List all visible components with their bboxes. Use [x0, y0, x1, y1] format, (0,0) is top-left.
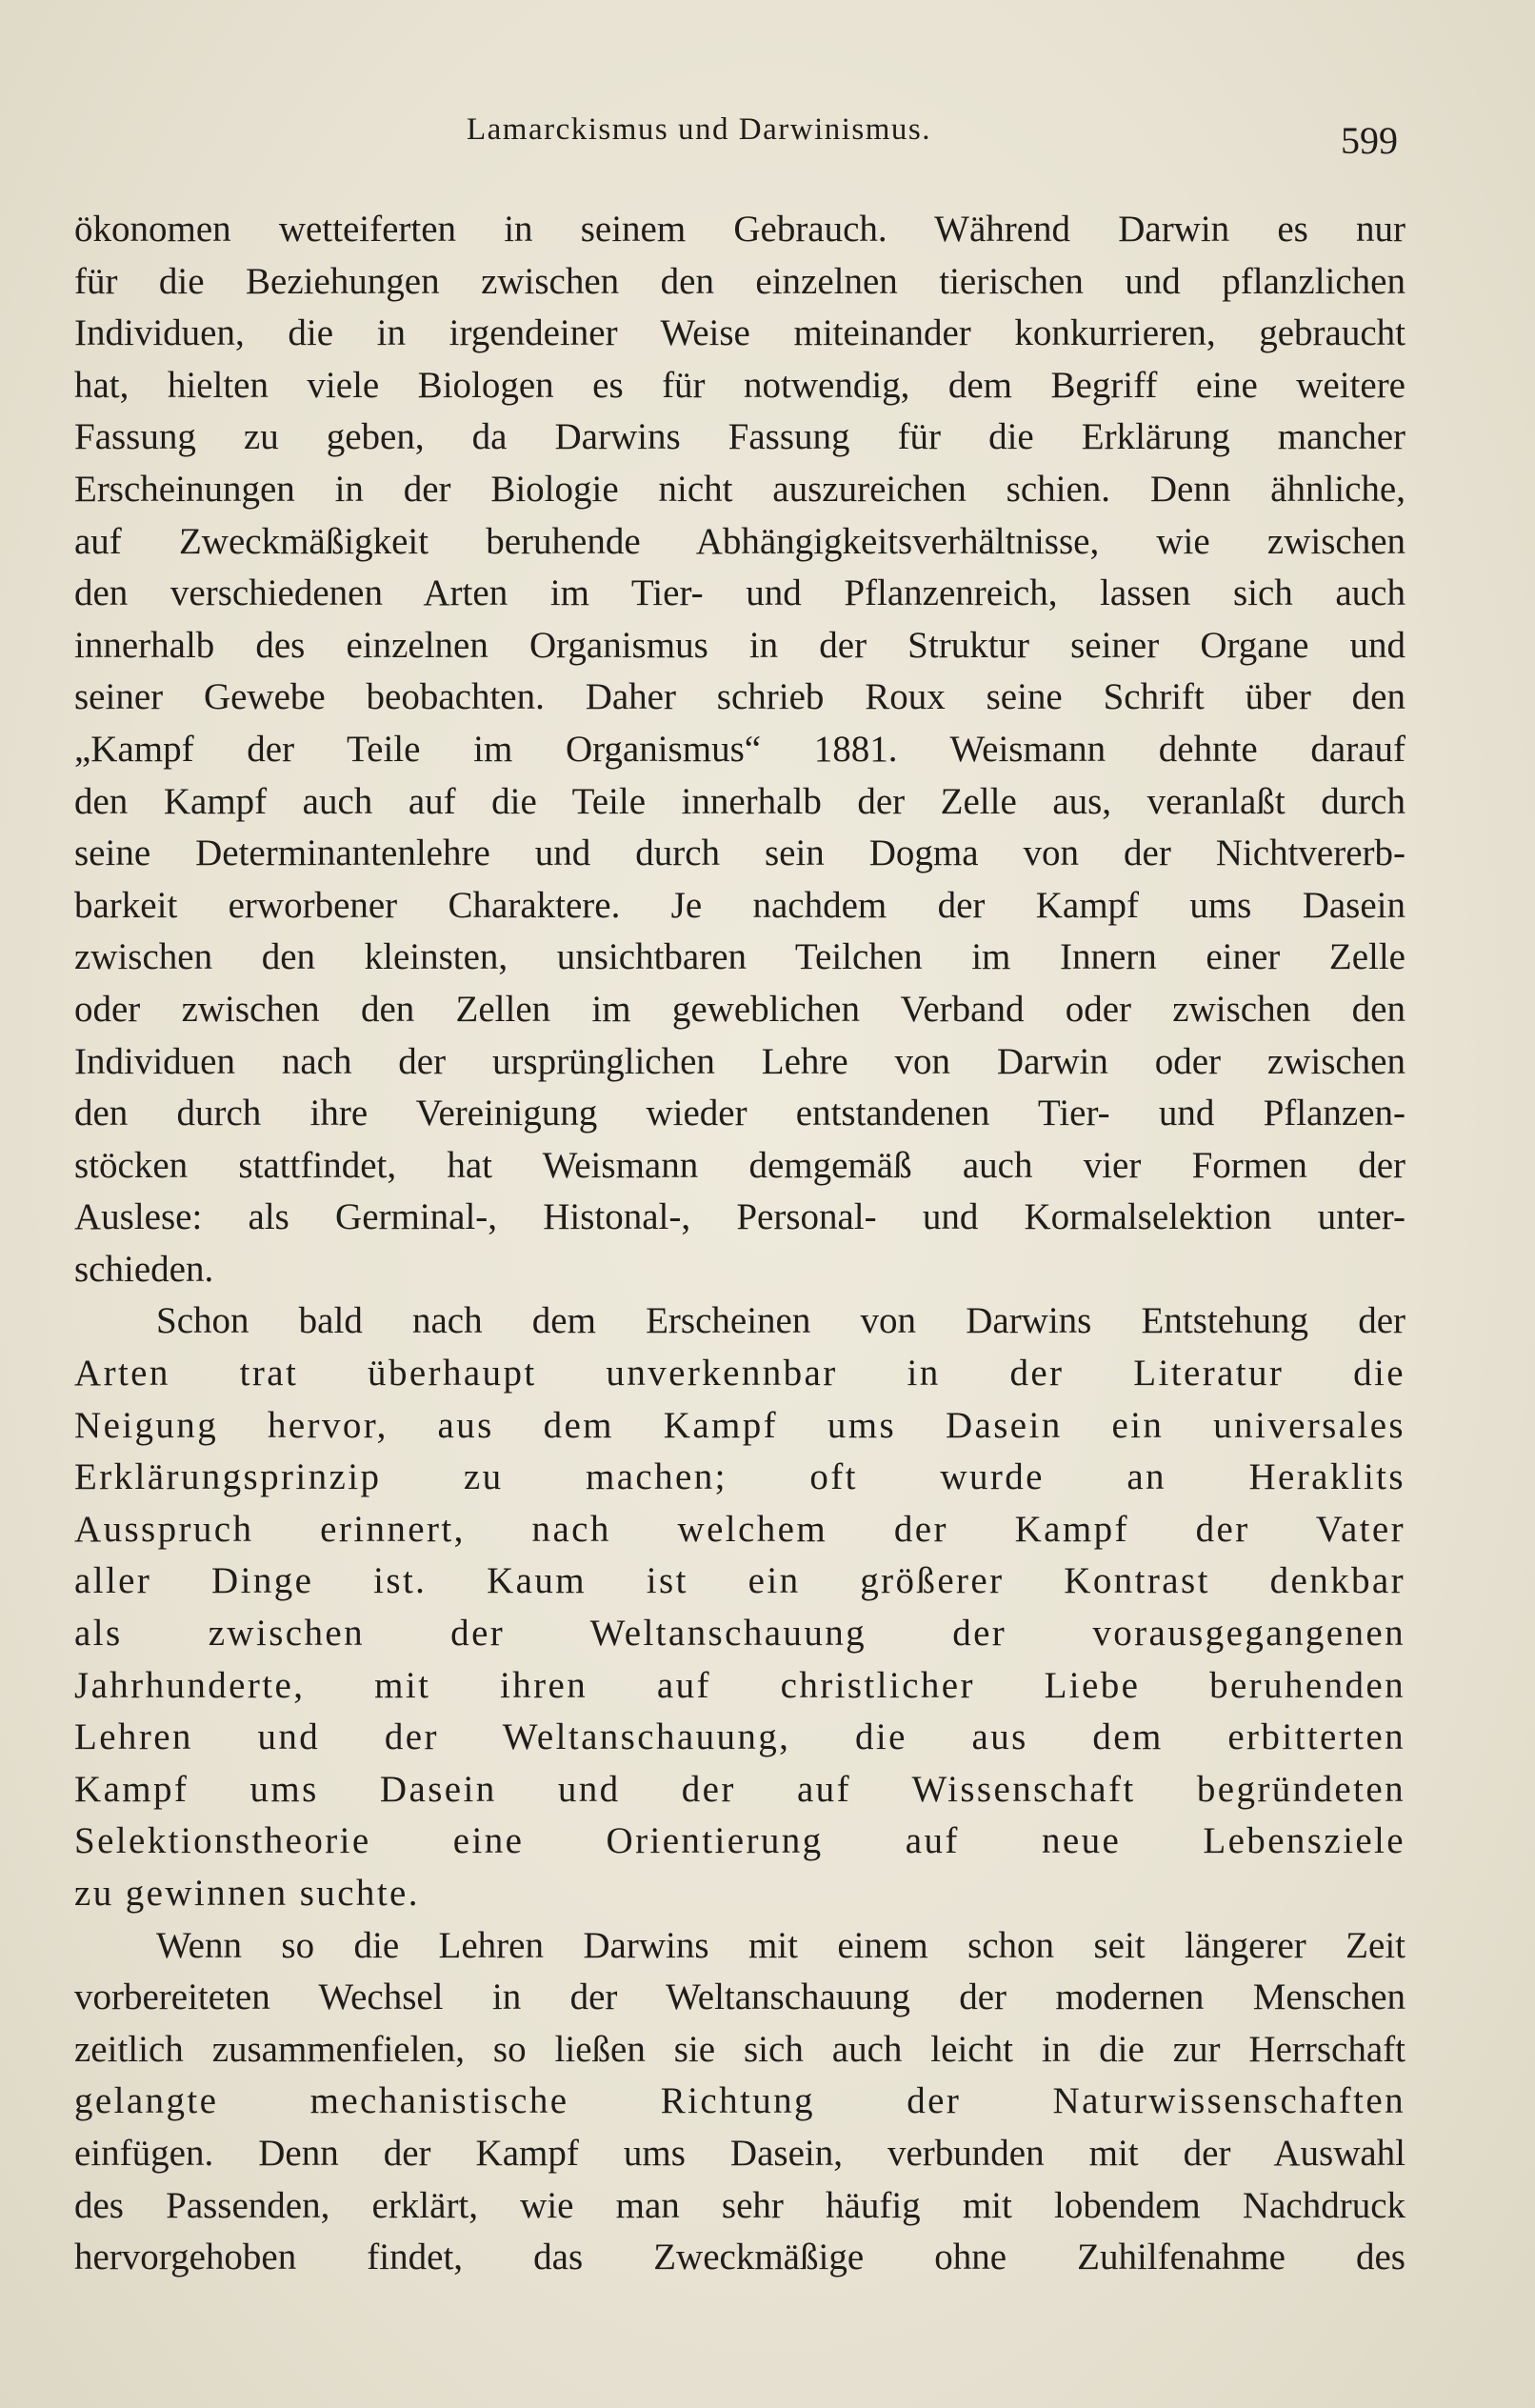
text-line: Lehren und der Weltanschauung, die aus dem erbitterten	[74, 1716, 1405, 1758]
text-line: ökonomen wetteiferten in seinem Gebrauch. Während Darwin es nur	[74, 209, 1405, 250]
text-line: Jahrhunderte, mit ihren auf christlicher Liebe beruhenden	[74, 1664, 1405, 1706]
text-line: barkeit erworbener Charaktere. Je nachdem der Kampf ums Dasein	[74, 884, 1405, 926]
text-line: zu gewinnen suchte.	[74, 1873, 420, 1914]
text-line: Individuen, die in irgendeiner Weise miteinander konkurrieren, gebraucht	[74, 312, 1405, 354]
text-line: stöcken stattfindet, hat Weismann demgemäß auch vier Formen der	[74, 1144, 1405, 1186]
running-title: Lamarckismus und Darwinismus.	[467, 112, 932, 147]
text-line: seiner Gewebe beobachten. Daher schrieb Roux seine Schrift über den	[74, 676, 1405, 718]
text-line: zwischen den kleinsten, unsichtbaren Teilchen im Innern einer Zelle	[74, 936, 1405, 978]
text-line: zeitlich zusammenfielen, so ließen sie sich auch leicht in die zur Herrschaft	[74, 2028, 1405, 2070]
text-line: hat, hielten viele Biologen es für notwendig, dem Begriff eine weitere	[74, 364, 1405, 406]
text-line: Auslese: als Germinal-, Histonal-, Personal- und Kormalselektion unter-	[74, 1196, 1405, 1238]
text-line: schieden.	[74, 1248, 214, 1290]
text-line: aller Dinge ist. Kaum ist ein größerer Kontrast denkbar	[74, 1560, 1405, 1602]
paragraph-start-line: Wenn so die Lehren Darwins mit einem schon seit längerer Zeit	[156, 1924, 1405, 1966]
text-line: den verschiedenen Arten im Tier- und Pflanzenreich, lassen sich auch	[74, 572, 1405, 614]
text-line: vorbereiteten Wechsel in der Weltanschauung der modernen Menschen	[74, 1977, 1405, 2018]
running-head	[0, 112, 1535, 160]
text-line: innerhalb des einzelnen Organismus in der Struktur seiner Organe und	[74, 624, 1405, 666]
text-line: des Passenden, erklärt, wie man sehr häufig mit lobendem Nachdruck	[74, 2184, 1405, 2226]
text-line: „Kampf der Teile im Organismus“ 1881. Weismann dehnte darauf	[74, 728, 1405, 770]
text-line: hervorgehoben findet, das Zweckmäßige ohne Zuhilfenahme des	[74, 2237, 1405, 2278]
text-line: gelangte mechanistische Richtung der Naturwissenschaften	[74, 2080, 1405, 2122]
text-line: Arten trat überhaupt unverkennbar in der Literatur die	[74, 1353, 1405, 1395]
text-line: Selektionstheorie eine Orientierung auf neue Lebensziele	[74, 1820, 1405, 1862]
text-line: Erscheinungen in der Biologie nicht auszureichen schien. Denn ähnliche,	[74, 468, 1405, 510]
text-line: Ausspruch erinnert, nach welchem der Kampf der Vater	[74, 1508, 1405, 1550]
paragraph-start-line: Schon bald nach dem Erscheinen von Darwins Entstehung der	[156, 1300, 1405, 1342]
text-line: oder zwischen den Zellen im geweblichen Verband oder zwischen den	[74, 988, 1405, 1030]
text-line: Kampf ums Dasein und der auf Wissenschaft begründeten	[74, 1768, 1405, 1810]
text-line: den Kampf auch auf die Teile innerhalb der Zelle aus, veranlaßt durch	[74, 780, 1405, 822]
text-line: einfügen. Denn der Kampf ums Dasein, verbunden mit der Auswahl	[74, 2132, 1405, 2174]
text-line: Fassung zu geben, da Darwins Fassung für die Erklärung mancher	[74, 416, 1405, 458]
text-line: Neigung hervor, aus dem Kampf ums Dasein ein universales	[74, 1404, 1405, 1446]
text-line: seine Determinantenlehre und durch sein Dogma von der Nichtvererb-	[74, 833, 1405, 874]
text-line: den durch ihre Vereinigung wieder entstandenen Tier- und Pflanzen-	[74, 1093, 1405, 1134]
text-line: als zwischen der Weltanschauung der vorausgegangenen	[74, 1613, 1405, 1655]
text-line: für die Beziehungen zwischen den einzelnen tierischen und pflanzlichen	[74, 260, 1405, 302]
text-line: Erklärungsprinzip zu machen; oft wurde an Heraklits	[74, 1456, 1405, 1498]
text-line: Individuen nach der ursprünglichen Lehre von Darwin oder zwischen	[74, 1040, 1405, 1082]
text-line: auf Zweckmäßigkeit beruhende Abhängigkeitsverhältnisse, wie zwischen	[74, 520, 1405, 562]
page-number: 599	[1341, 119, 1398, 162]
body-text	[74, 204, 1405, 2284]
